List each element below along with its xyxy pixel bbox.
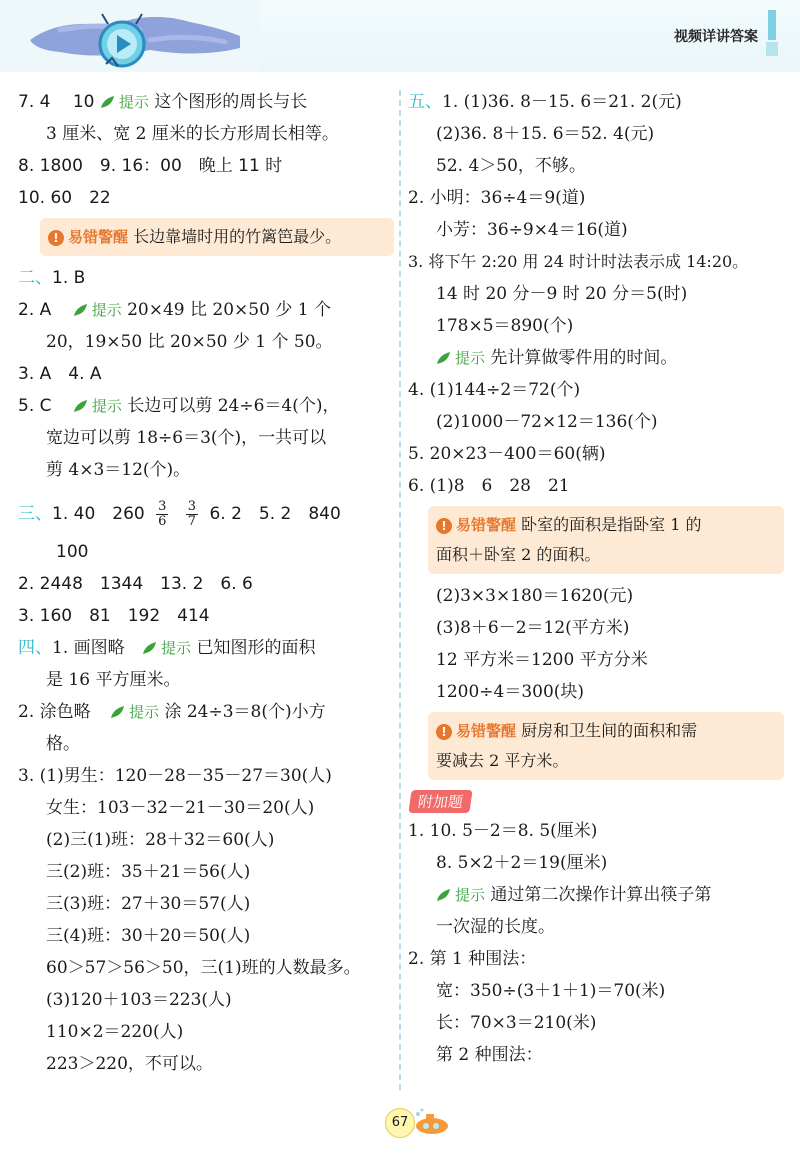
answer-line: 10. 60 22 — [18, 188, 111, 208]
answer-line: 223＞220，不可以。 — [46, 1054, 213, 1074]
fraction-numerator: 3 — [187, 499, 197, 514]
answer-line: (2)三(1)班：28＋32＝60(人) — [46, 830, 275, 850]
exclamation-icon: ! — [436, 724, 452, 740]
header-accent-bar — [766, 10, 778, 56]
tip-marker — [436, 885, 490, 905]
fraction — [156, 500, 168, 529]
tip-label: 提示 — [455, 886, 486, 904]
answer-line: 三(3)班：27＋30＝57(人) — [46, 894, 251, 914]
tip-label: 提示 — [91, 397, 122, 415]
tip-text: 涂 24÷3＝8(个)小方 — [164, 702, 326, 722]
answer-line: 是 16 平方厘米。 — [46, 670, 181, 690]
answer-line: 2. 2448 1344 13. 2 6. 6 — [18, 574, 253, 594]
answer-line: 100 — [56, 542, 89, 562]
answer-text: 1. 画图略 — [52, 638, 125, 658]
fraction-denominator: 7 — [187, 514, 197, 529]
answer-text: 1. B — [52, 268, 86, 288]
answer-line — [18, 86, 394, 118]
appendix-header — [408, 786, 784, 815]
section-number: 三、 — [18, 504, 52, 524]
warning-label: 易错警醒 — [456, 722, 517, 740]
answer-line: (2)1000－72×12＝136(个) — [436, 412, 658, 432]
leaf-icon — [142, 641, 158, 655]
fraction — [186, 500, 198, 529]
answer-text: 1. (1)36. 8－15. 6＝21. 2(元) — [442, 92, 682, 112]
answer-line: 女生：103－32－21－30＝20(人) — [46, 798, 315, 818]
answer-line: 3. (1)男生：120－28－35－27＝30(人) — [18, 766, 332, 786]
answer-line — [18, 696, 394, 728]
leaf-icon — [110, 705, 126, 719]
answer-line: 小芳：36÷9×4＝16(道) — [436, 220, 628, 240]
tip-marker — [436, 348, 490, 368]
appendix-label: 附加题 — [408, 790, 472, 813]
answer-line: 一次湿的长度。 — [436, 917, 555, 937]
tip-marker — [73, 300, 127, 320]
warning-label: 易错警醒 — [68, 228, 129, 246]
tip-marker — [73, 396, 127, 416]
answer-line: 剪 4×3＝12(个)。 — [46, 460, 191, 480]
header-title: 视频详讲答案 — [674, 29, 758, 45]
answer-line: 12 平方米＝1200 平方分米 — [436, 650, 648, 670]
answer-line: (3)8＋6－2＝12(平方米) — [436, 618, 630, 638]
section-number: 二、 — [18, 268, 52, 288]
fraction-numerator: 3 — [158, 499, 167, 514]
answer-line: 2. 小明：36÷4＝9(道) — [408, 188, 586, 208]
answer-line: 20，19×50 比 20×50 少 1 个 50。 — [46, 332, 333, 352]
answer-line: 3 厘米、宽 2 厘米的长方形周长相等。 — [46, 124, 339, 144]
answer-line — [408, 879, 784, 911]
answer-text: 2. 涂色略 — [18, 702, 91, 722]
answer-line: 60＞57＞56＞50，三(1)班的人数最多。 — [46, 958, 361, 978]
answer-line: 宽边可以剪 18÷6＝3(个)，一共可以 — [46, 428, 327, 448]
answer-line: 6. (1)8 6 28 21 — [408, 476, 570, 496]
tip-label: 提示 — [129, 703, 160, 721]
answer-line: (2)3×3×180＝1620(元) — [436, 586, 634, 606]
answer-line: (3)120＋103＝223(人) — [46, 990, 232, 1010]
tip-marker — [100, 92, 154, 112]
tip-text: 通过第二次操作计算出筷子第 — [490, 885, 712, 905]
leaf-icon — [436, 351, 452, 365]
answer-line: 3. 160 81 192 414 — [18, 606, 210, 626]
answer-line: 110×2＝220(人) — [46, 1022, 184, 1042]
answer-line: 宽：350÷(3＋1＋1)＝70(米) — [436, 981, 666, 1001]
tip-marker — [110, 702, 164, 722]
answer-text: 1. 40 260 — [52, 504, 145, 524]
answer-line — [18, 262, 394, 294]
submarine-icon — [412, 1108, 452, 1136]
answer-line: 14 时 20 分－9 时 20 分＝5(时) — [436, 284, 688, 304]
answer-line — [18, 632, 394, 664]
answer-line: 3. A 4. A — [18, 364, 102, 384]
warning-text: 卧室的面积是指卧室 1 的 — [521, 515, 702, 534]
tip-text: 这个图形的周长与长 — [154, 92, 308, 112]
answer-line — [18, 492, 394, 536]
answer-line: 1200÷4＝300(块) — [436, 682, 585, 702]
answer-line: 2. 第 1 种围法： — [408, 949, 537, 969]
answer-line: (2)36. 8＋15. 6＝52. 4(元) — [436, 124, 655, 144]
tip-label: 提示 — [455, 349, 486, 367]
answer-line — [18, 390, 394, 422]
answer-line: 178×5＝890(个) — [436, 316, 574, 336]
answer-text: 7. 4 10 — [18, 92, 95, 112]
leaf-icon — [73, 303, 89, 317]
warning-text: 长边靠墙时用的竹篱笆最少。 — [133, 227, 342, 246]
warning-box — [428, 506, 784, 574]
warning-label: 易错警醒 — [456, 516, 517, 534]
section-number: 四、 — [18, 638, 52, 658]
tip-text: 已知图形的面积 — [196, 638, 316, 658]
answer-line — [18, 294, 394, 326]
warning-box — [428, 712, 784, 780]
tip-marker — [142, 638, 196, 658]
answer-text: 5. C — [18, 396, 52, 416]
tip-text: 20×49 比 20×50 少 1 个 — [127, 300, 331, 320]
page-number: 67 — [385, 1108, 415, 1138]
tip-label: 提示 — [91, 301, 122, 319]
answer-line: 三(2)班：35＋21＝56(人) — [46, 862, 251, 882]
leaf-icon — [436, 888, 452, 902]
right-column — [408, 86, 784, 1071]
fraction-denominator: 6 — [158, 514, 167, 529]
tip-text: 先计算做零件用的时间。 — [490, 348, 678, 368]
answer-line — [408, 86, 784, 118]
answer-line: 8. 1800 9. 16：00 晚上 11 时 — [18, 156, 283, 176]
column-divider — [399, 90, 401, 1090]
leaf-icon — [73, 399, 89, 413]
header-decoration — [0, 0, 260, 72]
warning-text: 厨房和卫生间的面积和需 — [521, 721, 698, 740]
answer-line: 第 2 种围法： — [436, 1045, 543, 1065]
tip-text: 长边可以剪 24÷6＝4(个)， — [127, 396, 340, 416]
tip-label: 提示 — [118, 93, 149, 111]
answer-line: 3. 将下午 2:20 用 24 时计时法表示成 14:20。 — [408, 252, 749, 271]
warning-text: 要减去 2 平方米。 — [436, 751, 569, 770]
answer-line: 5. 20×23－400＝60(辆) — [408, 444, 606, 464]
answer-line: 8. 5×2＋2＝19(厘米) — [436, 853, 608, 873]
exclamation-icon: ! — [436, 518, 452, 534]
answer-line: 三(4)班：30＋20＝50(人) — [46, 926, 251, 946]
left-column — [18, 86, 394, 1080]
warning-box — [40, 218, 394, 256]
leaf-icon — [100, 95, 116, 109]
answer-line: 长：70×3＝210(米) — [436, 1013, 597, 1033]
answer-line — [408, 342, 784, 374]
answer-text: 6. 2 5. 2 840 — [209, 504, 341, 524]
answer-line: 4. (1)144÷2＝72(个) — [408, 380, 581, 400]
answer-line: 格。 — [46, 734, 80, 754]
warning-text: 面积＋卧室 2 的面积。 — [436, 545, 601, 564]
section-number: 五、 — [408, 92, 442, 112]
answer-line: 52. 4＞50，不够。 — [436, 156, 586, 176]
answer-line: 1. 10. 5－2＝8. 5(厘米) — [408, 821, 598, 841]
answer-text: 2. A — [18, 300, 52, 320]
tip-label: 提示 — [161, 639, 192, 657]
exclamation-icon: ! — [48, 230, 64, 246]
